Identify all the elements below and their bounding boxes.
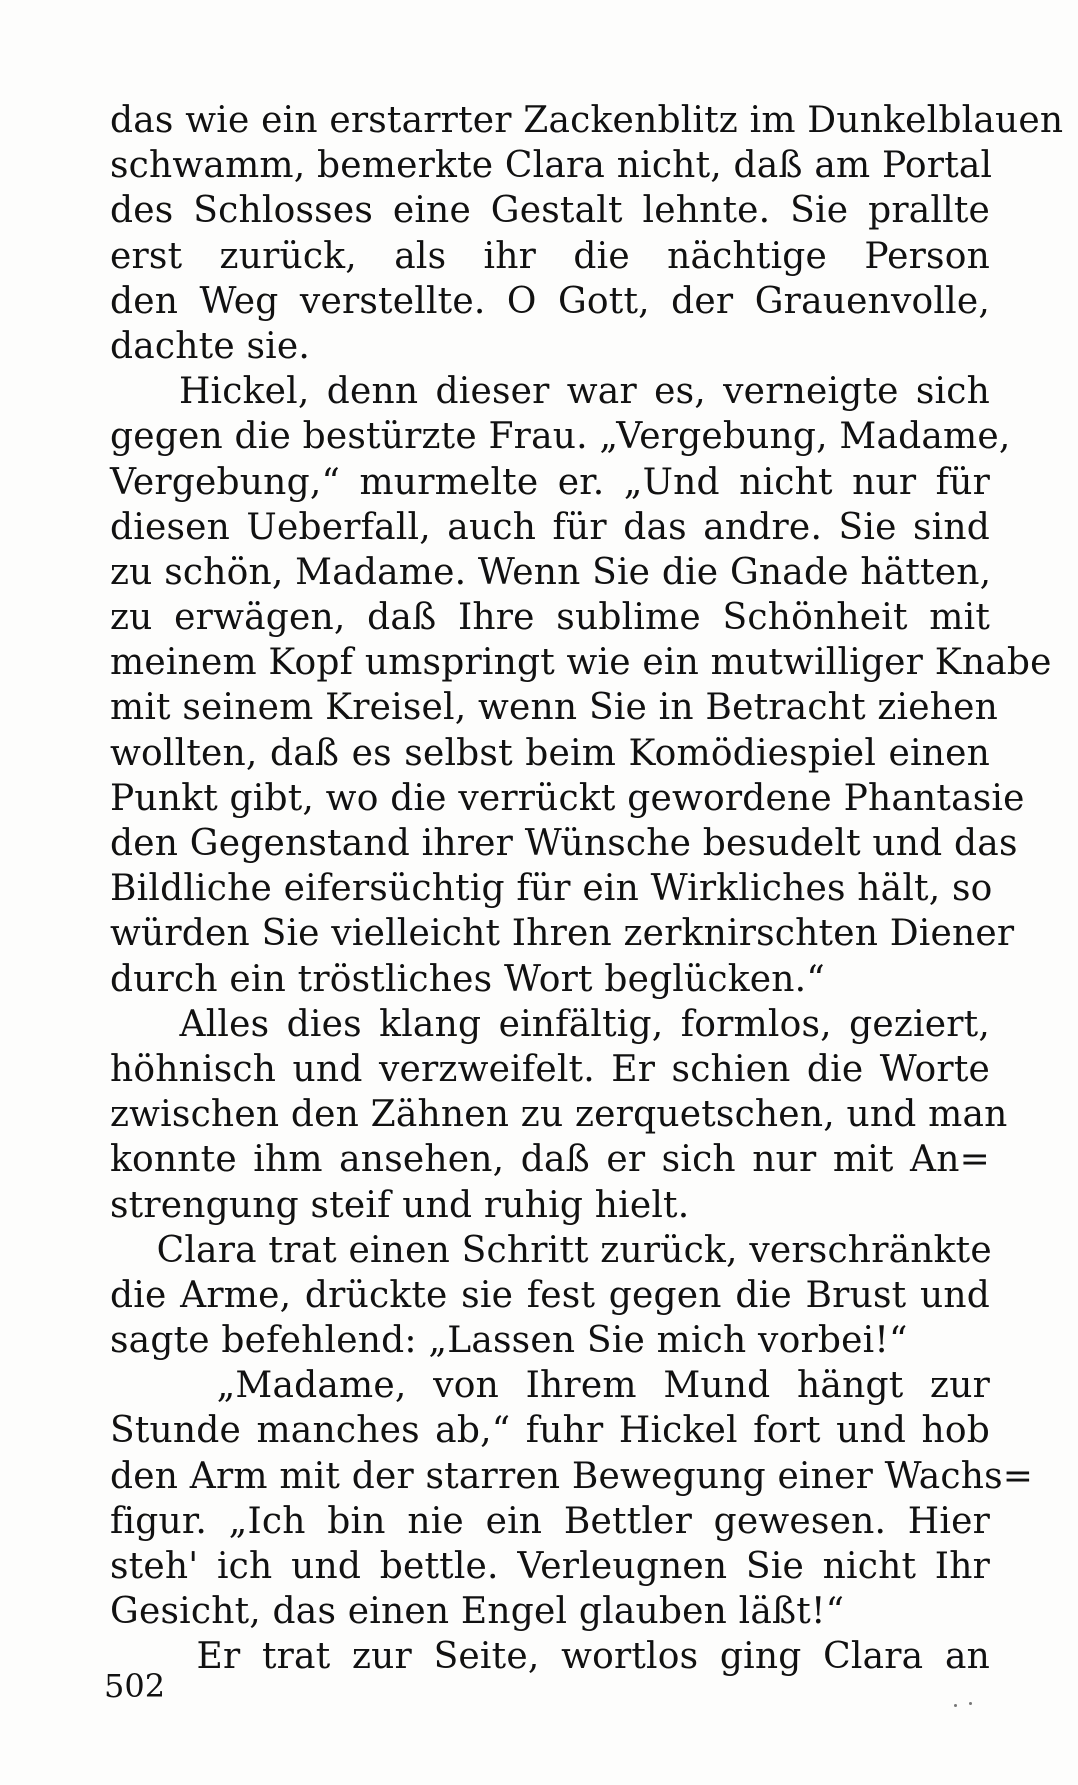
text-line: zu schön, Madame. Wenn Sie die Gnade hätten, — [110, 551, 992, 593]
body-text — [110, 98, 1064, 1680]
text-line: schwamm, bemerkte Clara nicht, daß am Portal — [110, 145, 993, 187]
text-line: Vergebung,“ murmelte er. „Und nicht nur für — [110, 461, 990, 503]
text-line: figur. „Ich bin nie ein Bettler gewesen. Hier — [110, 1500, 990, 1542]
text-line: sagte befehlend: „Lassen Sie mich vorbei!“ — [110, 1320, 908, 1362]
text-line: höhnisch und verzweifelt. Er schien die Worte — [110, 1048, 990, 1090]
text-line: Stunde manches ab,“ fuhr Hickel fort und hob — [110, 1410, 990, 1452]
text-line: diesen Ueberfall, auch für das andre. Sie sind — [110, 506, 990, 548]
text-line: meinem Kopf umspringt wie ein mutwilliger Knabe — [110, 642, 1052, 684]
text-line: steh' ich und bettle. Verleugnen Sie nicht Ihr — [110, 1546, 990, 1587]
text-line: „Madame, von Ihrem Mund hängt zur — [110, 1365, 990, 1407]
text-line: Bildliche eifersüchtig für ein Wirkliches hält, so — [110, 868, 993, 910]
text-line: das wie ein erstarrter Zackenblitz im Dunkelblauen — [110, 100, 1064, 141]
text-line: dachte sie. — [110, 325, 311, 367]
text-line: des Schlosses eine Gestalt lehnte. Sie prallte — [110, 190, 990, 232]
print-speck — [969, 1702, 972, 1705]
text-line: die Arme, drückte sie fest gegen die Brust und — [110, 1274, 990, 1316]
text-line: mit seinem Kreisel, wenn Sie in Betracht ziehen — [110, 687, 999, 729]
text-line: Alles dies klang einfältig, formlos, geziert, — [110, 1003, 990, 1045]
text-line: strengung steif und ruhig hielt. — [110, 1184, 690, 1226]
text-line: den Arm mit der starren Bewegung einer Wachs= — [110, 1455, 1034, 1497]
text-line: den Gegenstand ihrer Wünsche besudelt und das — [110, 823, 1018, 864]
print-speck — [954, 1704, 957, 1707]
text-line: Hickel, denn dieser war es, verneigte sich — [110, 371, 990, 413]
text-line: durch ein tröstliches Wort beglücken.“ — [110, 958, 825, 1000]
text-line: gegen die bestürzte Frau. „Vergebung, Madame, — [110, 416, 1011, 458]
text-line: zwischen den Zähnen zu zerquetschen, und man — [110, 1094, 1008, 1136]
text-line: konnte ihm ansehen, daß er sich nur mit An= — [110, 1139, 990, 1181]
text-line: zu erwägen, daß Ihre sublime Schönheit mit — [110, 597, 990, 639]
text-line: den Weg verstellte. O Gott, der Grauenvolle, — [110, 280, 990, 322]
text-line: Gesicht, das einen Engel glauben läßt!“ — [110, 1591, 845, 1633]
text-line: Punkt gibt, wo die verrückt gewordene Phantasie — [110, 777, 1025, 819]
text-line: wollten, daß es selbst beim Komödiespiel einen — [110, 732, 990, 774]
page-number: 502 — [104, 1667, 166, 1705]
text-line: Clara trat einen Schritt zurück, verschränkte — [110, 1229, 992, 1271]
text-line: würden Sie vielleicht Ihren zerknirschten Diener — [110, 913, 1015, 955]
text-line: erst zurück, als ihr die nächtige Person — [110, 235, 990, 277]
text-line: Er trat zur Seite, wortlos ging Clara an — [110, 1636, 990, 1678]
